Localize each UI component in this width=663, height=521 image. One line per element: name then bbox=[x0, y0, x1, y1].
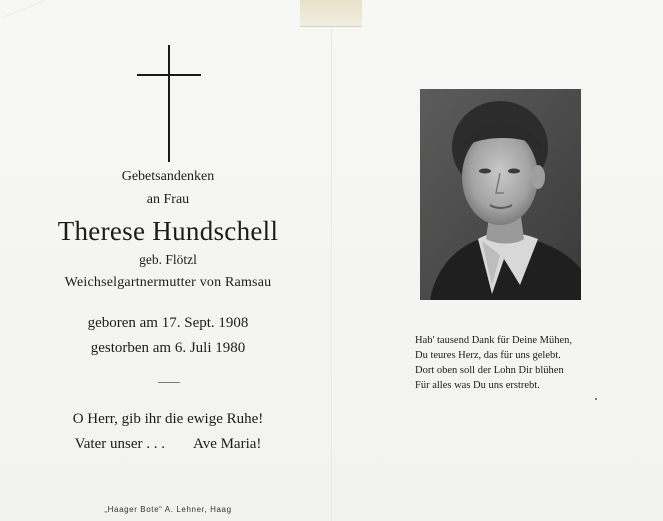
prayer-line-1: O Herr, gib ihr die ewige Ruhe! bbox=[72, 411, 264, 427]
poem-line-1: Hab' tausend Dank für Deine Mühen, bbox=[415, 335, 573, 346]
paper-crease bbox=[0, 0, 112, 19]
occupation: Weichselgartnermutter von Ramsau bbox=[64, 275, 272, 290]
prayer-line-2 bbox=[0, 436, 336, 453]
poem-line-2: Du teures Herz, das für uns gelebt. bbox=[415, 350, 561, 361]
cross-icon bbox=[137, 45, 201, 162]
memorial-poem bbox=[415, 333, 572, 393]
portrait-photo bbox=[420, 89, 581, 300]
poem-line-3: Dort oben soll der Lohn Dir blühen bbox=[415, 365, 564, 376]
adhesive-tape bbox=[300, 0, 362, 27]
birth-date: geboren am 17. Sept. 1908 bbox=[87, 315, 249, 331]
birth-name: geb. Flötzl bbox=[139, 252, 197, 267]
deceased-name: Therese Hundschell bbox=[57, 216, 279, 246]
prayer-ave-maria: Ave Maria! bbox=[192, 436, 262, 452]
card-salutation: an Frau bbox=[146, 192, 190, 207]
paper-speck bbox=[595, 398, 597, 400]
poem-line-4: Für alles was Du uns erstrebt. bbox=[415, 380, 540, 391]
prayer-vater-unser: Vater unser . . . bbox=[74, 436, 165, 452]
divider bbox=[158, 382, 180, 383]
portrait-photo-icon bbox=[420, 89, 581, 300]
card-intro: Gebetsandenken bbox=[121, 169, 215, 184]
death-date: gestorben am 6. Juli 1980 bbox=[90, 340, 246, 356]
printer-credit: „Haager Bote“ A. Lehner, Haag bbox=[104, 505, 232, 514]
